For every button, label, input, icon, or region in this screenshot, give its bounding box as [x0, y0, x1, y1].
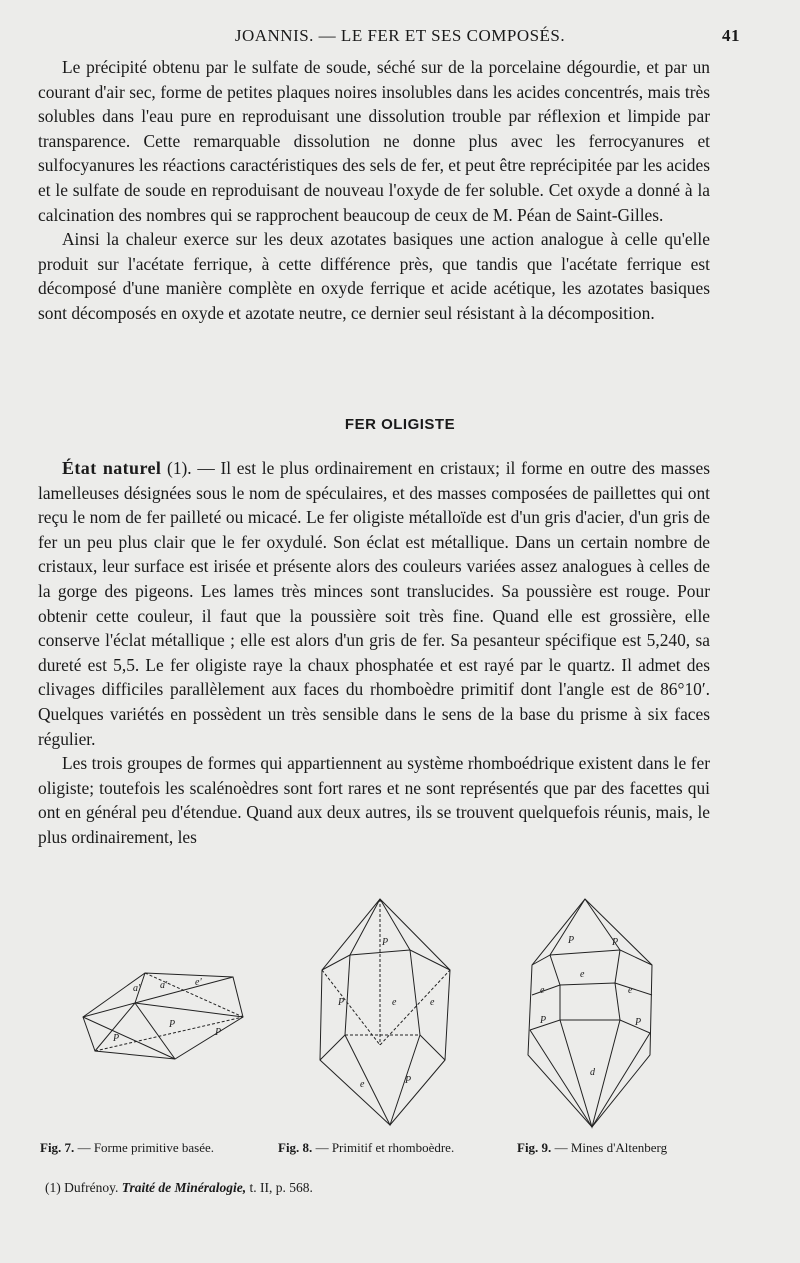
figure-8-crystal-drawing [310, 895, 460, 1130]
fig8-label-5: e [360, 1079, 365, 1090]
fig7-label-1: a' [133, 983, 141, 994]
paragraph-etat-text: — Il est le plus ordinairement en cristaux; il forme en outre des masses lamelleuses désignées sous le nom de spéculaires, et des masses composées de paillettes qui ont reçu le nom de fer pailleté ou micacé. Le fer oligiste métalloïde est d'un gris d'acier, d'un gris de fer un peu plus clair que le fer oxydulé. Son éclat est métallique. Dans un certain nombre de cristaux, leur surface est irisée et présente alors des couleurs variées assez analogues à celles de la gorge des pigeons. Les lames très minces sont translucides. Sa poussière est rouge. Pour obtenir cette couleur, il faut que la poussière soit très fine. Quand elle est grossière, elle conserve l'éclat métallique ; elle est alors d'un gris de fer. Sa pesanteur spécifique est 5,240, sa dureté est 5,5. Le fer oligiste raye la chaux phosphatée et est rayé par le quartz. Il admet des clivages difficiles parallèlement aux faces du rhomboèdre primitif dont l'angle est de 86°10′. Quelques variétés en possèdent un très sensible dans le sens de la base du prisme à six faces régulier. [38, 458, 710, 749]
paragraph-chaleur: Ainsi la chaleur exerce sur les deux azotates basiques une action analogue à celle qu'elle produit sur l'acétate ferrique, à cette différence près, que tandis que l'acétate ferrique est décomposé d'une manière complète en oxyde ferrique et acide acétique, les azotates basiques sont décomposés en oxyde et azotate neutre, ce dernier seul résistant à la décomposition. [38, 229, 710, 323]
section-title: FER OLIGISTE [344, 416, 456, 433]
page-number: 41 [722, 26, 740, 45]
caption-fig8-text: — Primitif et rhomboèdre. [315, 1140, 455, 1155]
fig9-label-2: P [612, 937, 619, 948]
figure-7-crystal-drawing [75, 955, 250, 1085]
fig8-label-3: e [392, 997, 397, 1008]
fig9-label-7: P [635, 1017, 642, 1028]
fig8-label-2: P [338, 997, 345, 1008]
footnote-marker: (1) Dufrénoy. [45, 1180, 119, 1195]
footnote-work: Traité de Minéralogie, [121, 1180, 247, 1195]
running-title: JOANNIS. — LE FER ET SES COMPOSÉS. [234, 26, 566, 45]
fig8-label-1: P [382, 937, 389, 948]
caption-fig7-text: — Forme primitive basée. [77, 1140, 215, 1155]
fig8-label-6: P [405, 1075, 412, 1086]
fig7-label-3: e' [195, 977, 202, 988]
caption-fig7-label: Fig. 7. [40, 1140, 75, 1155]
figure-9-crystal-drawing [520, 895, 665, 1135]
fig9-label-1: P [568, 935, 575, 946]
runin-heading: État naturel [62, 458, 162, 478]
fig9-label-5: e [628, 985, 633, 996]
paragraph-precipite: Le précipité obtenu par le sulfate de soude, séché sur de la porcelaine dégourdie, et par un courant d'air sec, forme de petites plaques noires insolubles dans les acides concentrés, mais très solubles dans l'eau pure en reproduisant une dissolution trouble par réflexion et limpide par transparence. Cette remarquable dissolution ne donne plus avec les ferrocyanures et sulfocyanures les réactions caractéristiques des sels de fer, et peut être reprécipitée par les acides et le sulfate de soude en reproduisant de nouveau l'oxyde de fer soluble. Cet oxyde a donné à la calcination des nombres qui se rapprochent beaucoup de ceux de M. Péan de Saint-Gilles. [38, 57, 710, 225]
caption-fig9-text: — Mines d'Altenberg [554, 1140, 668, 1155]
fig9-label-3: e [540, 985, 545, 996]
fig7-label-6: P [215, 1027, 222, 1038]
footnote-rest: t. II, p. 568. [249, 1180, 313, 1195]
caption-fig8-label: Fig. 8. [278, 1140, 313, 1155]
paragraph-groupes: Les trois groupes de formes qui appartiennent au système rhomboédrique existent dans le fer oligiste; toutefois les scalénoèdres sont fort rares et ne sont représentés que par des facettes qui ont en général peu d'étendue. Quand aux deux autres, ils se trouvent quelquefois réunis, mais, le plus ordinairement, les [38, 753, 710, 847]
caption-fig8 [278, 1140, 454, 1156]
fig7-label-2: a' [160, 980, 168, 991]
fig7-label-4: P [169, 1019, 176, 1030]
running-head [60, 26, 740, 48]
caption-fig9-label: Fig. 9. [517, 1140, 552, 1155]
footnote-ref: (1). [167, 458, 192, 478]
paragraph-etat-naturel [38, 456, 710, 751]
main-text-block [38, 456, 710, 850]
caption-fig9 [517, 1140, 667, 1156]
fig8-label-4: e [430, 997, 435, 1008]
footnote [45, 1180, 313, 1196]
fig9-label-6: P [540, 1015, 547, 1026]
fig9-label-8: d [590, 1067, 595, 1078]
fig9-label-4: e [580, 969, 585, 980]
top-text-block [38, 55, 710, 326]
fig7-label-5: P [113, 1033, 120, 1044]
caption-fig7 [40, 1140, 214, 1156]
